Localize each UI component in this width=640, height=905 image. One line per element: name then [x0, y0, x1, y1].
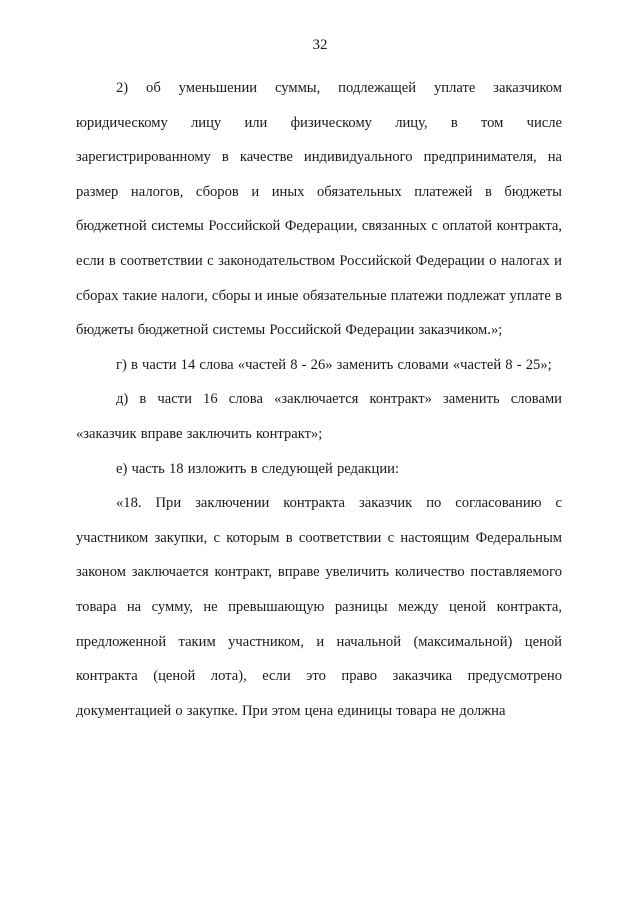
paragraph-subitem-g: г) в части 14 слова «частей 8 - 26» заменить словами «частей 8 - 25»; [116, 356, 552, 373]
page-number: 32 [312, 37, 328, 53]
paragraph-item-2-tax-reduction: 2) об уменьшении суммы, подлежащей уплате заказчиком юридическому лицу или физическому лицу, в том числе зарегистрированному в качестве индивидуального предпринимателя, на размер налогов, сборов и иных обязательных платежей в бюджеты бюджетной системы Российской Федерации, связанных с оплатой контракта, если в соответствии с законодательством Российской Федерации о налогах и сборах такие налоги, сборы и иные обязательные платежи подлежат уплате в бюджеты бюджетной системы Российской Федерации заказчиком.»; [76, 80, 562, 339]
paragraph-part-18: «18. При заключении контракта заказчик по согласованию с участником закупки, с которым в соответствии с настоящим Федеральным законом заключается контракт, вправе увеличить количество поставляемого товара на сумму, не превышающую разницы между ценой контракта, предложенной таким участником, и начальной (максимальной) ценой контракта (ценой лота), если это право заказчика предусмотрено документацией о закупке. При этом цена единицы товара не должна [76, 495, 562, 719]
paragraph-subitem-e: е) часть 18 изложить в следующей редакции: [116, 460, 400, 477]
document-body [76, 71, 562, 728]
paragraph-subitem-d: д) в части 16 слова «заключается контракт» заменить словами «заказчик вправе заключить контракт»; [76, 391, 562, 442]
